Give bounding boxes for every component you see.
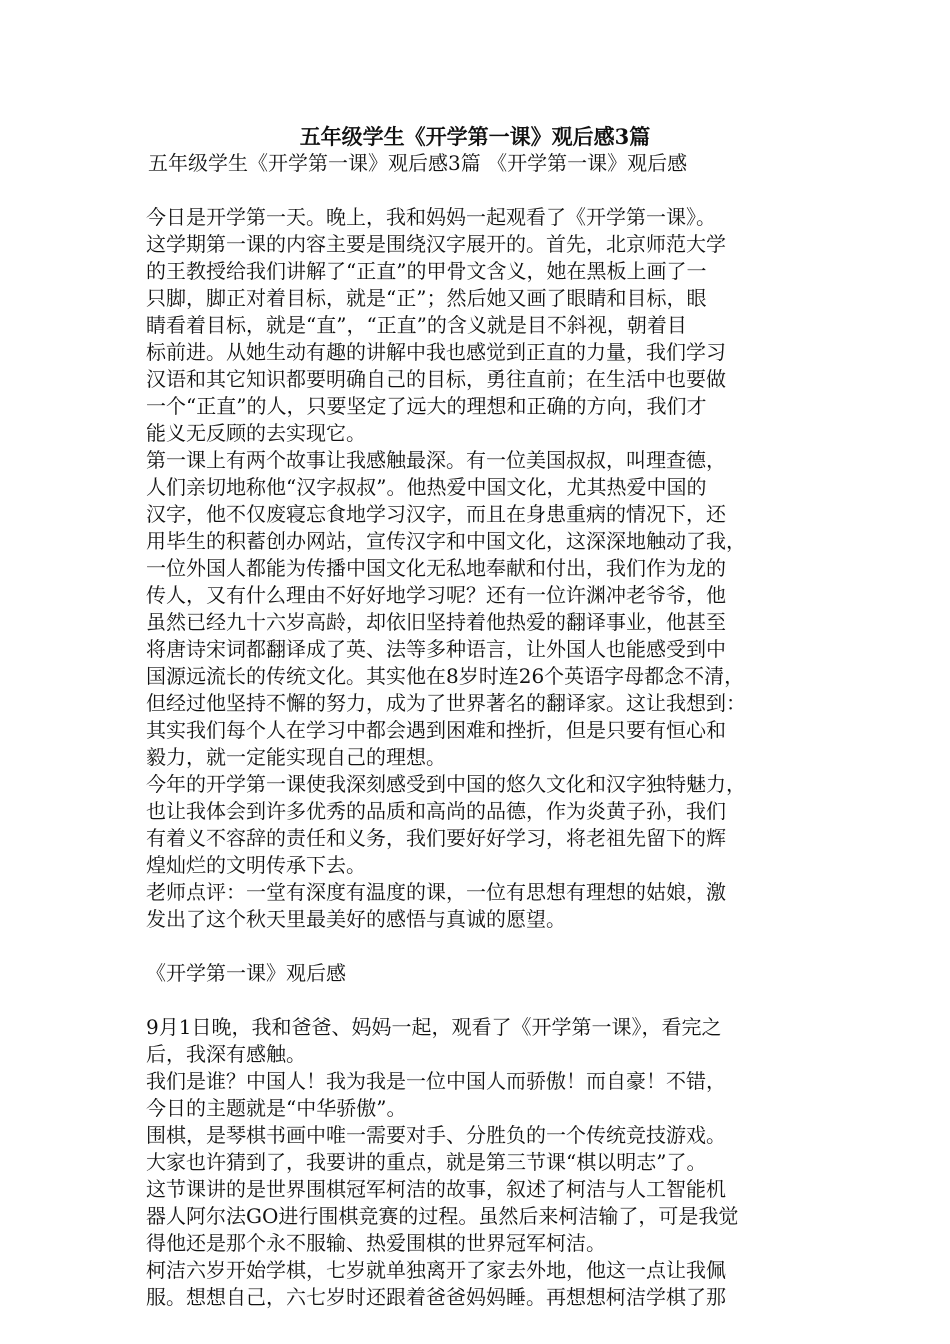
text-line: 今年的开学第一课使我深刻感受到中国的悠久文化和汉字独特魅力， (146, 772, 746, 796)
text-line: 围棋，是琴棋书画中唯一需要对手、分胜负的一个传统竞技游戏。 (146, 1123, 726, 1147)
text-line: 国源远流长的传统文化。其实他在8岁时连26个英语字母都念不清， (146, 664, 745, 688)
text-line: 人们亲切地称他“汉字叔叔”。他热爱中国文化，尤其热爱中国的 (146, 475, 707, 499)
text-line: 一个“正直”的人，只要坚定了远大的理想和正确的方向，我们才 (146, 394, 707, 418)
text-line: 虽然已经九十六岁高龄，却依旧坚持着他热爱的翻译事业，他甚至 (146, 610, 726, 634)
text-line: 只脚，脚正对着目标，就是“正”；然后她又画了眼睛和目标，眼 (146, 286, 707, 310)
document-title: 五年级学生《开学第一课》观后感3篇 (299, 124, 651, 149)
text-line: 传人，又有什么理由不好好地学习呢？还有一位许渊冲老爷爷，他 (146, 583, 726, 607)
text-line: 煌灿烂的文明传承下去。 (146, 853, 366, 877)
text-line: 服。想想自己，六七岁时还跟着爸爸妈妈睡。再想想柯洁学棋了那 (146, 1285, 726, 1309)
text-line: 《开学第一课》观后感 (146, 961, 346, 985)
text-line: 这学期第一课的内容主要是围绕汉字展开的。首先，北京师范大学 (146, 232, 726, 256)
text-line: 有着义不容辞的责任和义务，我们要好好学习，将老祖先留下的辉 (146, 826, 726, 850)
text-line: 得他还是那个永不服输、热爱围棋的世界冠军柯洁。 (146, 1231, 606, 1255)
text-line: 一位外国人都能为传播中国文化无私地奉献和付出，我们作为龙的 (146, 556, 726, 580)
text-line: 将唐诗宋词都翻译成了英、法等多种语言，让外国人也能感受到中 (146, 637, 726, 661)
text-line: 用毕生的积蓄创办网站，宣传汉字和中国文化，这深深地触动了我， (146, 529, 746, 553)
text-line: 其实我们每个人在学习中都会遇到困难和挫折，但是只要有恒心和 (146, 718, 726, 742)
text-line: 这节课讲的是世界围棋冠军柯洁的故事，叙述了柯洁与人工智能机 (146, 1177, 726, 1201)
text-line: 发出了这个秋天里最美好的感悟与真诚的愿望。 (146, 907, 566, 931)
text-line: 器人阿尔法GO进行围棋竞赛的过程。虽然后来柯洁输了，可是我觉 (146, 1204, 739, 1228)
text-line: 的王教授给我们讲解了“正直”的甲骨文含义，她在黑板上画了一 (146, 259, 707, 283)
text-line: 标前进。从她生动有趣的讲解中我也感觉到正直的力量，我们学习 (146, 340, 726, 364)
text-line: 我们是谁？中国人！我为我是一位中国人而骄傲！而自豪！不错， (146, 1069, 726, 1093)
text-line: 柯洁六岁开始学棋，七岁就单独离开了家去外地，他这一点让我佩 (146, 1258, 726, 1282)
text-line: 汉语和其它知识都要明确自己的目标，勇往直前；在生活中也要做 (146, 367, 726, 391)
text-line: 老师点评：一堂有深度有温度的课，一位有思想有理想的姑娘，激 (146, 880, 726, 904)
text-line: 也让我体会到许多优秀的品质和高尚的品德，作为炎黄子孙，我们 (146, 799, 726, 823)
text-line: 但经过他坚持不懈的努力，成为了世界著名的翻译家。这让我想到： (146, 691, 746, 715)
text-line: 9月1日晚，我和爸爸、妈妈一起，观看了《开学第一课》，看完之 (146, 1015, 722, 1039)
text-line: 大家也许猜到了，我要讲的重点，就是第三节课“棋以明志”了。 (146, 1150, 707, 1174)
text-line: 汉字，他不仅废寝忘食地学习汉字，而且在身患重病的情况下，还 (146, 502, 726, 526)
text-line: 能义无反顾的去实现它。 (146, 421, 366, 445)
text-line: 今日是开学第一天。晚上，我和妈妈一起观看了《开学第一课》。 (146, 205, 716, 229)
text-line: 睛看着目标，就是“直”，“正直”的含义就是目不斜视，朝着目 (146, 313, 687, 337)
text-line: 后，我深有感触。 (146, 1042, 306, 1066)
text-line: 毅力，就一定能实现自己的理想。 (146, 745, 446, 769)
text-line: 今日的主题就是“中华骄傲”。 (146, 1096, 407, 1120)
document-subtitle: 五年级学生《开学第一课》观后感3篇 《开学第一课》观后感 (148, 151, 688, 175)
text-line: 第一课上有两个故事让我感触最深。有一位美国叔叔，叫理查德， (146, 448, 726, 472)
